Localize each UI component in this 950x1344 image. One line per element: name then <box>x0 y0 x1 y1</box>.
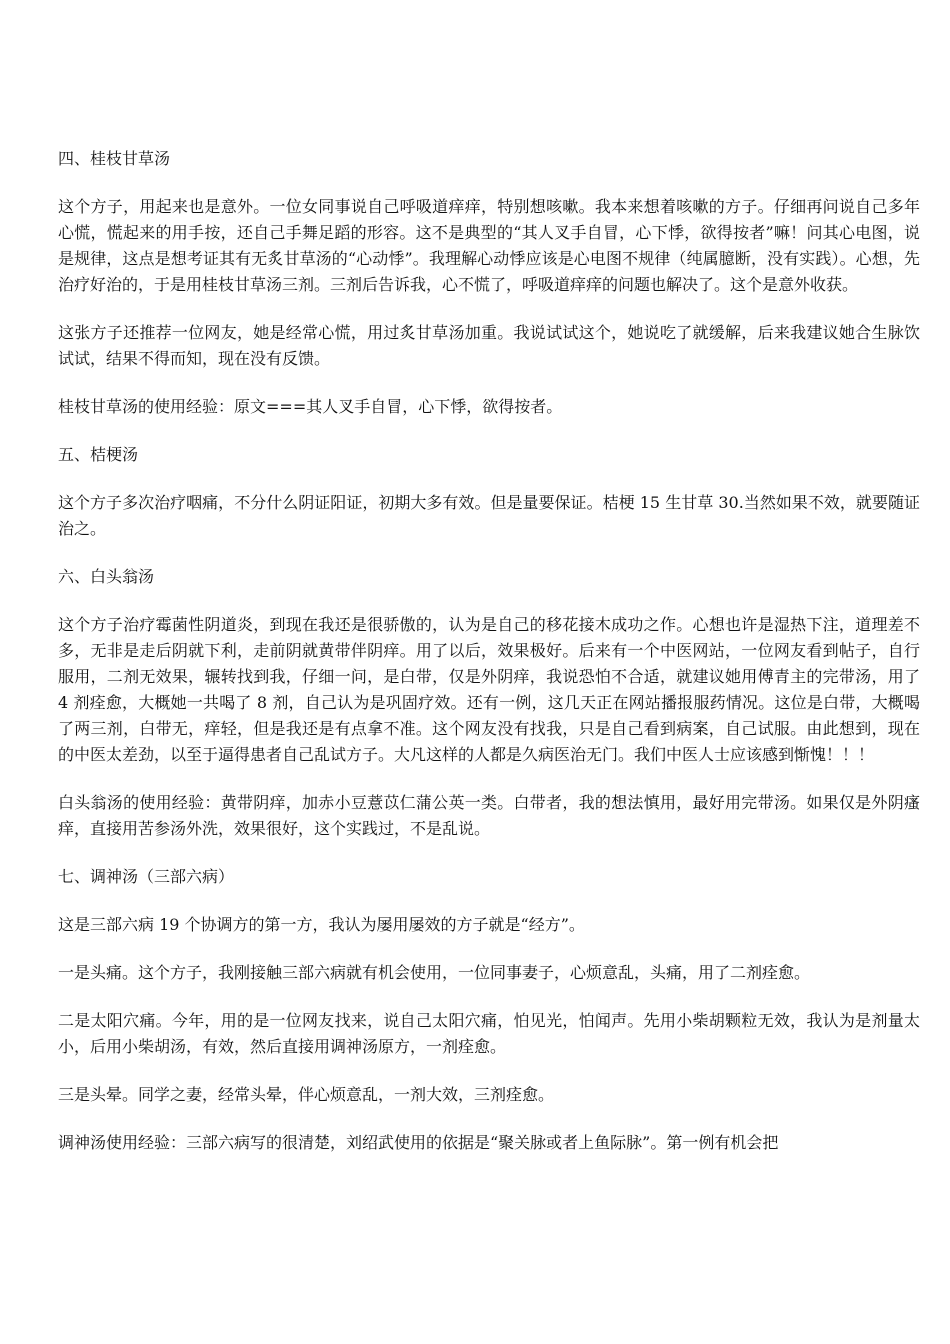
section-heading-baitouweng: 六、白头翁汤 <box>58 567 155 586</box>
section-heading-guizhi-gancao: 四、桂枝甘草汤 <box>58 149 171 168</box>
paragraph-tiaoshen-experience: 调神汤使用经验：三部六病写的很清楚，刘绍武使用的依据是“聚关脉或者上鱼际脉”。第一例有机会把 <box>58 1133 779 1152</box>
paragraph-baitouweng-experience: 白头翁汤的使用经验：黄带阴痒，加赤小豆薏苡仁蒲公英一类。白带者，我的想法慎用，最好用完带汤。如果仅是外阴瘙痒，直接用苦参汤外洗，效果很好，这个实践过，不是乱说。 <box>58 793 920 838</box>
document-page <box>58 146 920 1178</box>
paragraph-jiegeng: 这个方子多次治疗咽痛，不分什么阴证阳证，初期大多有效。但是量要保证。桔梗 15 生甘草 30.当然如果不效，就要随证治之。 <box>58 493 920 538</box>
paragraph-tiaoshen-intro: 这是三部六病 19 个协调方的第一方，我认为屡用屡效的方子就是“经方”。 <box>58 915 585 934</box>
paragraph-tiaoshen-dizziness: 三是头晕。同学之妻，经常头晕，伴心烦意乱，一剂大效，三剂痊愈。 <box>58 1085 555 1104</box>
paragraph-guizhi-experience: 桂枝甘草汤的使用经验：原文===其人叉手自冒，心下悸，欲得按者。 <box>58 397 563 416</box>
section-heading-jiegeng: 五、桔梗汤 <box>58 445 139 464</box>
paragraph-tiaoshen-temple-pain: 二是太阳穴痛。今年，用的是一位网友找来，说自己太阳穴痛，怕见光，怕闻声。先用小柴胡颗粒无效，我认为是剂量太小，后用小柴胡汤，有效，然后直接用调神汤原方，一剂痊愈。 <box>58 1011 920 1056</box>
paragraph-case-netizen: 这张方子还推荐一位网友，她是经常心慌，用过炙甘草汤加重。我说试试这个，她说吃了就缓解，后来我建议她合生脉饮试试，结果不得而知，现在没有反馈。 <box>58 323 920 368</box>
section-heading-tiaoshen: 七、调神汤（三部六病） <box>58 867 235 886</box>
paragraph-tiaoshen-headache: 一是头痛。这个方子，我刚接触三部六病就有机会使用，一位同事妻子，心烦意乱，头痛，用了二剂痊愈。 <box>58 963 811 982</box>
paragraph-case-colleague: 这个方子，用起来也是意外。一位女同事说自己呼吸道痒痒，特别想咳嗽。我本来想着咳嗽的方子。仔细再问说自己多年心慌，慌起来的用手按，还自己手舞足蹈的形容。这不是典型的“其人叉手自冒，心下悸，欲得按者”嘛！问其心电图，说是规律，这点是想考证其有无炙甘草汤的“心动悸”。我理解心动悸应该是心电图不规律（纯属臆断，没有实践）。心想，先治疗好治的，于是用桂枝甘草汤三剂。三剂后告诉我，心不慌了，呼吸道痒痒的问题也解决了。这个是意外收获。 <box>58 197 920 294</box>
paragraph-baitouweng-cases: 这个方子治疗霉菌性阴道炎，到现在我还是很骄傲的，认为是自己的移花接木成功之作。心想也许是湿热下注，道理差不多，无非是走后阴就下利，走前阴就黄带伴阴痒。用了以后，效果极好。后来有一个中医网站，一位网友看到帖子，自行服用，二剂无效果，辗转找到我，仔细一问，是白带，仅是外阴痒，我说恐怕不合适，就建议她用傅青主的完带汤，用了 4 剂痊愈，大概她一共喝了 8 剂，自己认为是巩固疗效。还有一例，这几天正在网站播报服药情况。这位是白带，大概喝了两三剂，白带无，痒轻，但是我还是有点拿不准。这个网友没有找我，只是自己看到病案，自己试服。由此想到，现在的中医太差劲，以至于逼得患者自己乱试方子。大凡这样的人都是久病医治无门。我们中医人士应该感到惭愧！！！ <box>58 615 920 764</box>
